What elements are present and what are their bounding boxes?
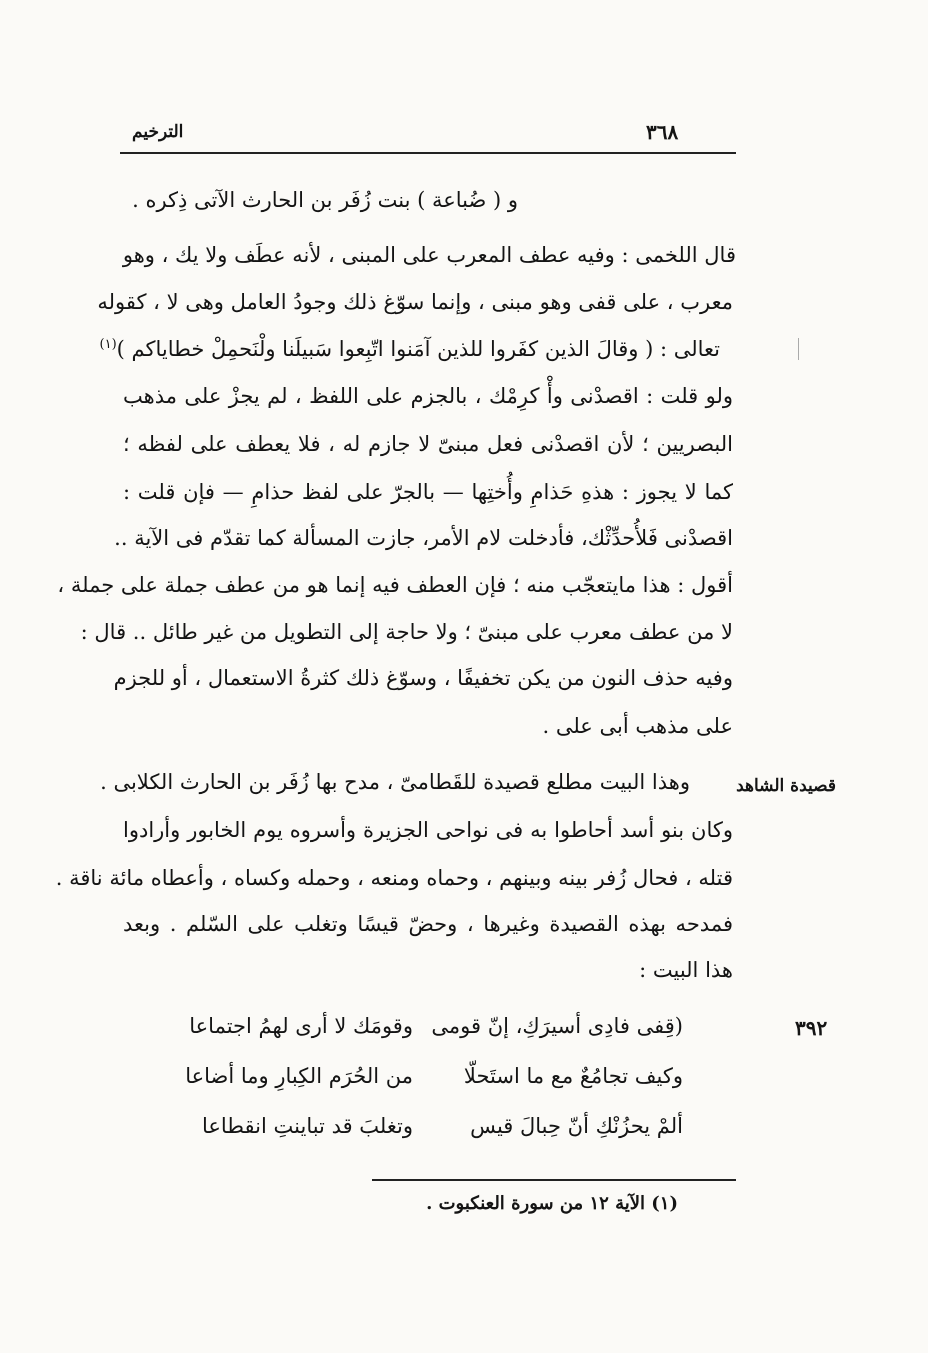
text-line-with-footnote: [100, 338, 720, 360]
footnote-rule: [372, 1179, 736, 1181]
text-line: ولو قلت : اقصدْنى وأْ كرِمْك ، بالجزم على اللفظ ، لم يجزْ على مذهب: [123, 384, 733, 408]
verse-hemistich-second: وتغلبَ قد تباينتِ انقطاعا: [201, 1114, 413, 1138]
margin-tick: [798, 338, 799, 360]
text-line: لا من عطف معرب على مبنىّ ؛ ولا حاجة إلى التطويل من غير طائل .. قال :: [80, 620, 733, 644]
verse-hemistich-second: من الحُرَم الكِبارِ وما أضاعا: [185, 1064, 413, 1088]
text-line: قتله ، فحال زُفر بينه وبينهم ، وحماه ومنعه ، وحمله وكساه ، وأعطاه مائة ناقة .: [55, 866, 733, 890]
text-line: وفيه حذف النون من يكن تخفيفًا ، وسوّغ ذلك كثرةُ الاستعمال ، أو للجزم: [113, 666, 733, 690]
page-number: ٣٦٨: [646, 120, 679, 144]
text-line: أقول : هذا مايتعجّب منه ؛ فإن العطف فيه إنما هو من عطف جملة على جملة ،: [57, 573, 733, 597]
running-title: الترخيم: [132, 122, 184, 142]
margin-label: قصيدة الشاهد: [736, 776, 836, 796]
footnote: (١) الآية ١٢ من سورة العنكبوت .: [426, 1193, 678, 1214]
text-line: وكان بنو أسد أحاطوا به فى نواحى الجزيرة وأسروه يوم الخابور وأرادوا: [123, 818, 733, 842]
footnote-marker: (١): [99, 337, 117, 352]
verse-hemistich-first: ألمْ يحزُنْكِ أنّ حِبالَ قيس: [470, 1114, 683, 1138]
verse-hemistich-first: (قِفى فادِى أسيرَكِ، إنّ قومى: [431, 1014, 683, 1038]
text-line: هذا البيت :: [639, 958, 733, 982]
verse-hemistich-second: وقومَك لا أرى لهمُ اجتماعا: [189, 1014, 413, 1038]
text-line: البصريين ؛ لأن اقصدْنى فعل مبنىّ لا جازم له ، فلا يعطف على لفظه ؛: [123, 432, 733, 456]
text-line: على مذهب أبى على .: [542, 714, 733, 738]
text-line: فمدحه بهذه القصيدة وغيرها ، وحضّ قيسًا وتغلب على السّلم . وبعد: [123, 912, 733, 936]
text-line: اقصدْنى فَلأُحدِّثْك، فأدخلت لام الأمر، جازت المسألة كما تقدّم فى الآية ..: [114, 526, 733, 550]
text-segment: تعالى : ( وقالَ الذين كفَروا للذين آمَنوا اتّبِعوا سَبيلَنا ولْنَحمِلْ خطاياكم ): [116, 337, 720, 361]
text-line: كما لا يجوز : هذهِ حَذامِ وأُختِها — بالجرّ على لفظ حذامِ — فإن قلت :: [123, 480, 733, 504]
verse-hemistich-first: وكيف تجامُعٌ مع ما استَحلّا: [463, 1064, 683, 1088]
text-line: و ( ضُباعة ) بنت زُفَر بن الحارث الآتى ذِكره .: [132, 188, 518, 212]
verse-number: ٣٩٢: [795, 1016, 828, 1040]
text-line: قال اللخمى : وفيه عطف المعرب على المبنى ، لأنه عطَف ولا يك ، وهو: [122, 243, 736, 267]
header-rule: [120, 152, 736, 154]
text-line: معرب ، على قفى وهو مبنى ، وإنما سوّغ ذلك وجودُ العامل وهى لا ، كقوله: [97, 290, 733, 314]
text-line: وهذا البيت مطلع قصيدة للقَطامىّ ، مدح بها زُفَر بن الحارث الكلابى .: [100, 770, 690, 794]
